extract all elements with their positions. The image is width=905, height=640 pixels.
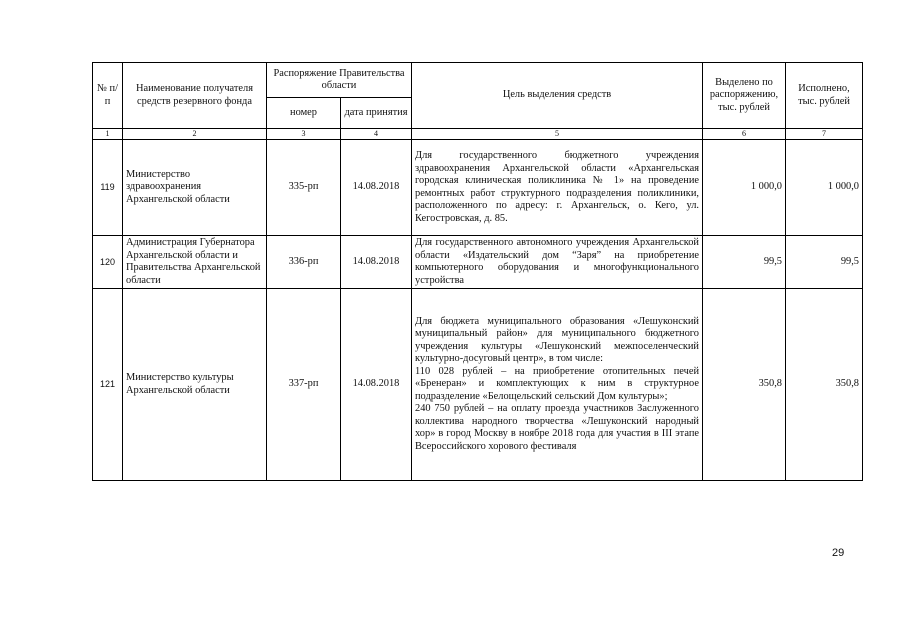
column-number: 7 (786, 129, 863, 140)
order-number-cell: 335-рп (267, 140, 341, 236)
purpose-cell: Для государственного бюджетного учреждения здравоохранения Архангельской области «Архангельская городская клиническая поликлиника № 1» на проведение ремонтных работ структурного подразделения поликлиники, расположенного по адресу: г. Архангельск, о. Кего, ул. Кегостровская, д. 85. (412, 140, 703, 236)
recipient-cell: Министерство культуры Архангельской области (123, 289, 267, 481)
column-number: 3 (267, 129, 341, 140)
header-no: № п/п (93, 63, 123, 129)
reserve-fund-table (92, 62, 863, 481)
executed-cell: 99,5 (786, 236, 863, 289)
executed-cell: 1 000,0 (786, 140, 863, 236)
allocated-cell: 99,5 (703, 236, 786, 289)
row-number: 120 (93, 236, 123, 289)
recipient-cell: Министерство здравоохранения Архангельской области (123, 140, 267, 236)
column-number: 2 (123, 129, 267, 140)
row-number: 121 (93, 289, 123, 481)
order-number-cell: 337-рп (267, 289, 341, 481)
order-date-cell: 14.08.2018 (341, 289, 412, 481)
order-number-cell: 336-рп (267, 236, 341, 289)
executed-cell: 350,8 (786, 289, 863, 481)
column-number: 6 (703, 129, 786, 140)
table-row (93, 140, 863, 236)
allocated-cell: 1 000,0 (703, 140, 786, 236)
header-executed: Исполнено, тыс. рублей (786, 63, 863, 129)
column-number-row (93, 129, 863, 140)
order-date-cell: 14.08.2018 (341, 140, 412, 236)
order-date-cell: 14.08.2018 (341, 236, 412, 289)
column-number: 5 (412, 129, 703, 140)
allocated-cell: 350,8 (703, 289, 786, 481)
header-order: Распоряжение Правительства области (267, 63, 412, 98)
row-number: 119 (93, 140, 123, 236)
purpose-cell: Для бюджета муниципального образования «Лешуконский муниципальный район» для муниципального бюджетного учреждения культуры «Лешуконский межпоселенческий культурно-досуговый центр», в том числе: 110 028 рублей – на приобретение отопительных печей «Бренеран» и комплектующих к ним в структурное подразделение «Белощельский сельский Дом культуры»; 240 750 рублей – на оплату проезда участников Заслуженного коллектива народного творчества «Лешуконский народный хор» в город Москву в ноябре 2018 года для участия в III этапе Всероссийского хорового фестиваля (412, 289, 703, 481)
header-purpose: Цель выделения средств (412, 63, 703, 129)
table-row (93, 289, 863, 481)
recipient-cell: Администрация Губернатора Архангельской области и Правительства Архангельской области (123, 236, 267, 289)
column-number: 4 (341, 129, 412, 140)
header-recipient: Наименование получателя средств резервного фонда (123, 63, 267, 129)
header-order-number: номер (267, 98, 341, 129)
page-number: 29 (832, 547, 845, 559)
purpose-cell: Для государственного автономного учреждения Архангельской области «Издательский дом “Заря” на приобретение компьютерного оборудования и многофункционального устройства (412, 236, 703, 289)
header-row-top (93, 63, 863, 98)
table-row (93, 236, 863, 289)
header-order-date: дата принятия (341, 98, 412, 129)
header-allocated: Выделено по распоряжению, тыс. рублей (703, 63, 786, 129)
column-number: 1 (93, 129, 123, 140)
